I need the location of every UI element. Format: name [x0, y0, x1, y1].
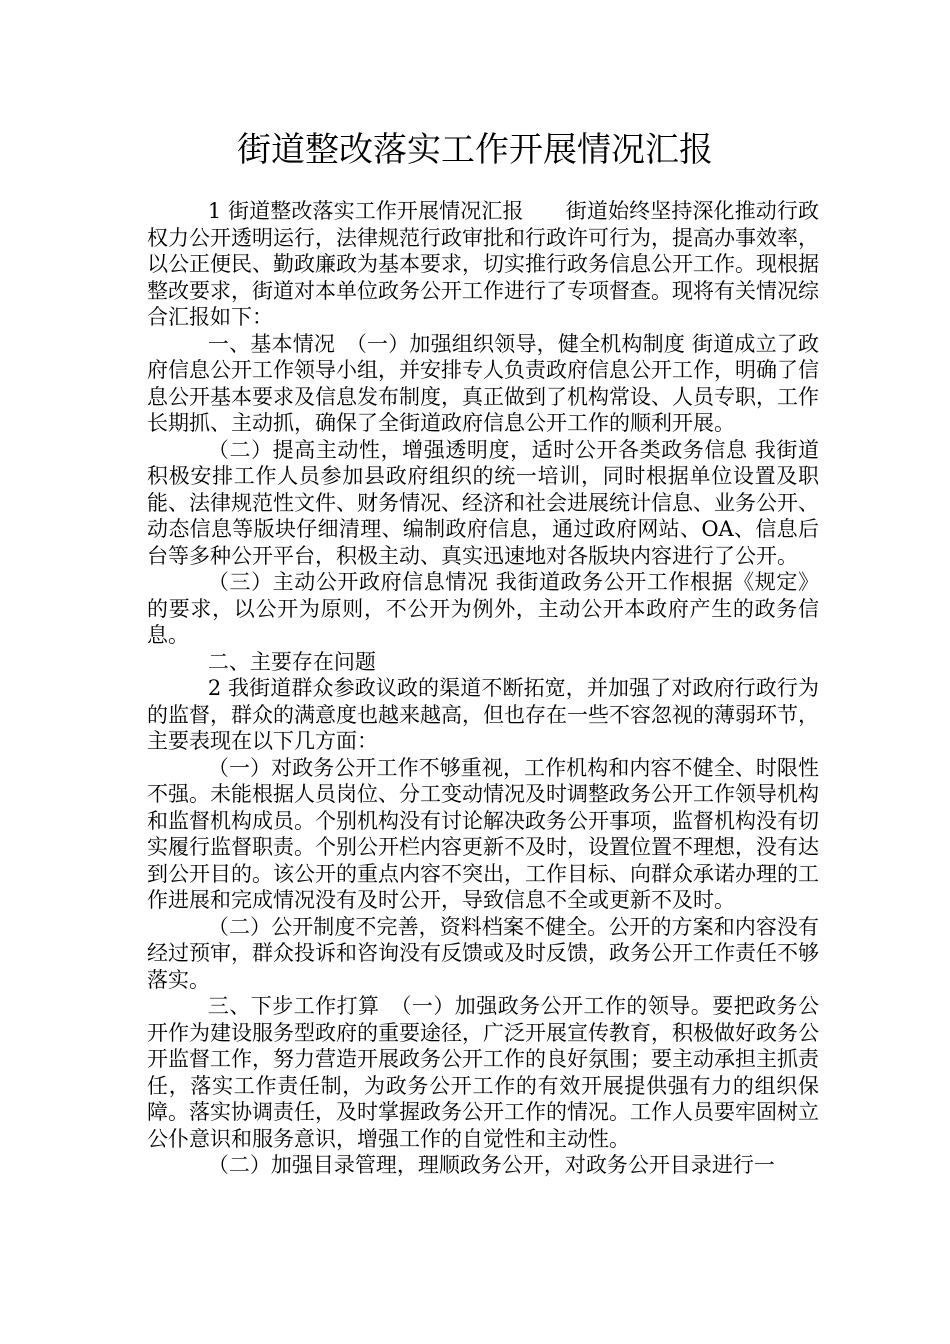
paragraph-next-steps: 三、下步工作打算 （一）加强政务公开工作的领导。要把政务公开作为建设服务型政府的重要途径，广泛开展宣传教育，积极做好政务公开监督工作，努力营造开展政务公开工作的良好氛围；要主动承担主抓责任，落实工作责任制，为政务公开工作的有效开展提供强有力的组织保障。落实协调责任，及时掌握政务公开工作的情况。工作人员要牢固树立公仆意识和服务意识，增强工作的自觉性和主动性。: [147, 994, 819, 1151]
document-body: [147, 198, 819, 1179]
document-title: 街道整改落实工作开展情况汇报: [237, 130, 713, 170]
paragraph-problem-two: （二）公开制度不完善，资料档案不健全。公开的方案和内容没有经过预审，群众投诉和咨询没有反馈或及时反馈，政务公开工作责任不够落实。: [147, 914, 819, 992]
paragraph-problems-intro: 2 我街道群众参政议政的渠道不断拓宽，并加强了对政府行政行为的监督，群众的满意度也越来越高，但也存在一些不容忽视的薄弱环节，主要表现在以下几方面：: [147, 676, 819, 753]
paragraph-active-disclosure: （三）主动公开政府信息情况 我街道政务公开工作根据《规定》的要求，以公开为原则，不公开为例外，主动公开本政府产生的政务信息。: [147, 570, 819, 647]
paragraph-intro: 1 街道整改落实工作开展情况汇报 街道始终坚持深化推动行政权力公开透明运行，法律规范行政审批和行政许可行为，提高办事效率，以公正便民、勤政廉政为基本要求，切实推行政务信息公开工作。现根据整改要求，街道对本单位政务公开工作进行了专项督查。现将有关情况综合汇报如下：: [147, 199, 819, 329]
paragraph-catalog-management: （二）加强目录管理，理顺政务公开，对政务公开目录进行一: [207, 1153, 775, 1177]
paragraph-basic-situation: 一、基本情况 （一）加强组织领导，健全机构制度 街道成立了政府信息公开工作领导小组，并安排专人负责政府信息公开工作，明确了信息公开基本要求及信息发布制度，真正做到了机构常设、人员专职，工作长期抓、主动抓，确保了全街道政府信息公开工作的顺利开展。: [147, 331, 819, 435]
paragraph-transparency: （二）提高主动性，增强透明度，适时公开各类政务信息 我街道积极安排工作人员参加县政府组织的统一培训，同时根据单位设置及职能、法律规范性文件、财务情况、经济和社会进展统计信息、业务公开、动态信息等版块仔细清理、编制政府信息，通过政府网站、OA、信息后台等多种公开平台，积极主动、真实迅速地对各版块内容进行了公开。: [147, 437, 819, 568]
section-heading-problems: 二、主要存在问题: [207, 649, 376, 674]
paragraph-problem-one: （一）对政务公开工作不够重视，工作机构和内容不健全、时限性不强。未能根据人员岗位、分工变动情况及时调整政务公开工作领导机构和监督机构成员。个别机构没有讨论解决政务公开事项，监督机构没有切实履行监督职责。个别公开栏内容更新不及时，设置位置不理想，没有达到公开目的。该公开的重点内容不突出，工作目标、向群众承诺办理的工作进展和完成情况没有及时公开，导致信息不全或更新不及时。: [147, 755, 819, 912]
